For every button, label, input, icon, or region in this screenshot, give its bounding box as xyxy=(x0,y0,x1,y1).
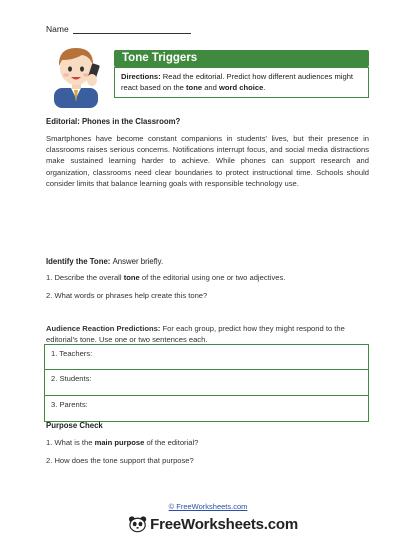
directions-box xyxy=(114,67,369,98)
name-field[interactable] xyxy=(46,24,191,34)
audience-row-students[interactable]: 2. Students: xyxy=(44,370,369,396)
worksheet-title: Tone Triggers xyxy=(114,50,369,67)
boy-with-phone-illustration xyxy=(44,36,116,108)
purpose-question-2: 2. How does the tone support that purpose? xyxy=(46,456,194,465)
directions-keyword-tone: tone xyxy=(186,83,203,92)
identify-tone-subtitle: Answer briefly. xyxy=(112,257,164,266)
directions-label: Directions: xyxy=(121,72,161,81)
purpose-q1-rest: of the editorial? xyxy=(146,438,199,447)
directions-keyword-word-choice: word choice xyxy=(218,83,264,92)
footer-logo-text xyxy=(150,516,298,533)
purpose-check-title: Purpose Check xyxy=(46,421,103,430)
footer-logo-free: Free xyxy=(150,515,182,533)
identify-q1-text: 1. Describe the overall xyxy=(46,273,122,282)
purpose-question-1 xyxy=(46,438,198,447)
audience-intro xyxy=(46,323,366,345)
identify-question-1 xyxy=(46,273,285,282)
footer-logo-rest: Worksheets.com xyxy=(181,515,298,533)
identify-q1-rest: of the editorial using one or two adjectives. xyxy=(141,273,286,282)
identify-tone-heading xyxy=(46,257,163,266)
panda-logo-icon xyxy=(128,515,147,533)
name-label: Name xyxy=(46,24,69,34)
identify-tone-title: Identify the Tone: xyxy=(46,257,111,266)
audience-title: Audience Reaction Predictions: xyxy=(46,324,161,333)
name-blank-line[interactable] xyxy=(73,24,191,34)
editorial-title: Editorial: Phones in the Classroom? xyxy=(46,117,181,126)
identify-question-2: 2. What words or phrases help create this tone? xyxy=(46,291,208,300)
editorial-body: Smartphones have become constant companions in students' lives, but their presence in classrooms raises serious concerns. Notifications interrupt focus, and social media distractions make sustained learning harder to achieve. While phones can support research and organization, classrooms need clear boundaries to protect instructional time. Schools should consider limits that balance learning goals with responsible technology use. xyxy=(46,134,369,188)
footer-logo[interactable] xyxy=(128,514,298,534)
directions-text: Read the editorial. Predict how different audiences might react based on the xyxy=(121,72,354,92)
worksheet-header xyxy=(44,44,369,98)
audience-row-teachers[interactable]: 1. Teachers: xyxy=(44,344,369,370)
audience-row-parents[interactable]: 3. Parents: xyxy=(44,396,369,422)
identify-q1-keyword: tone xyxy=(123,273,140,282)
purpose-q1-text: 1. What is the xyxy=(46,438,93,447)
directions-period: . xyxy=(263,83,266,92)
footer-link[interactable]: © FreeWorksheets.com xyxy=(168,502,248,511)
audience-table xyxy=(44,344,369,422)
directions-and: and xyxy=(204,83,217,92)
audience-instructions: For each group, predict how they might respond to the editorial's tone. Use one or two sentences each. xyxy=(46,324,345,344)
purpose-q1-keyword: main purpose xyxy=(94,438,145,447)
